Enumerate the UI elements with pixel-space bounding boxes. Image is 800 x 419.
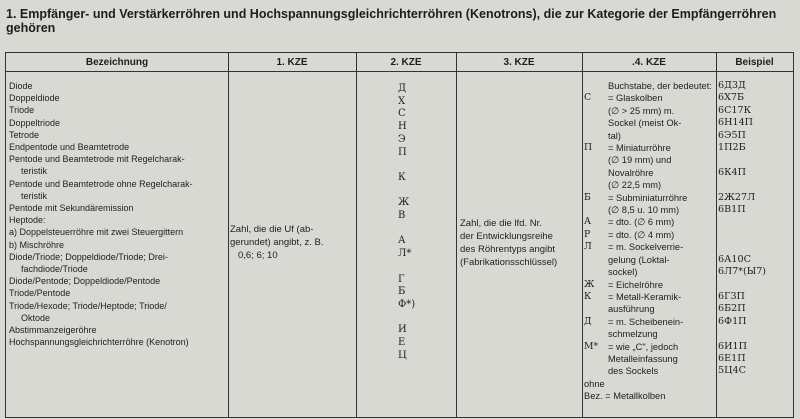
kze2-letter [398, 312, 418, 325]
example-type [718, 279, 793, 291]
kze4-text: Novalröhre [608, 167, 654, 178]
example-type: 6К4П [718, 166, 746, 178]
row-label: Diode/Triode; Doppeldiode/Triode; Drei- [9, 251, 168, 262]
column-divider [582, 53, 583, 417]
kze4-row [584, 365, 724, 377]
header-kze1: 1. KZE [228, 53, 356, 72]
kze4-key: М* [584, 340, 599, 352]
header-kze2: 2. KZE [356, 53, 456, 72]
kze4-key [584, 130, 608, 142]
kze4-row [584, 390, 724, 402]
kze4-text: gelung (Loktal- [608, 254, 670, 265]
kze4-key [584, 105, 608, 117]
kze2-letter: Д [398, 83, 407, 94]
kze2-letter: Ж [398, 197, 410, 209]
row-label: Abstimmanzeigeröhre [9, 325, 97, 336]
kze4-row [584, 105, 724, 117]
kze4-row [584, 316, 724, 328]
kze3-text: des Röhrentyps angibt [460, 244, 556, 255]
example-type: 6Г3П [718, 290, 745, 302]
example-type: 6Б2П [718, 303, 746, 315]
kze4-row [584, 229, 724, 241]
kze4-key: Ж [584, 278, 595, 290]
kze4-key: П [584, 142, 593, 154]
kze4-text: Bez. = Metallkolben [584, 391, 666, 402]
kze4-text: = Miniaturröhre [608, 143, 671, 154]
kze4-row [584, 216, 724, 228]
kze4-key: А [584, 216, 592, 228]
kze4-key [584, 303, 608, 315]
example-type: 6Х7Б [718, 92, 745, 104]
header-bezeichnung: Bezeichnung [6, 53, 228, 72]
kze2-letter: Г [398, 273, 405, 285]
kze4-key [584, 365, 608, 377]
kze4-row [584, 192, 724, 204]
row-label: fachdiode/Triode [21, 264, 88, 275]
header-beispiel: Beispiel [716, 53, 793, 72]
kze1-text: gerundet) angibt, z. B. [230, 237, 324, 248]
kze4-column [584, 80, 724, 403]
example-type [718, 179, 793, 191]
kze2-letter: Б [398, 286, 406, 298]
kze4-key: К [584, 290, 592, 302]
example-type: 6Л7*(Ы7) [718, 266, 767, 278]
example-type: 6А10С [718, 253, 751, 265]
kze4-row [584, 241, 724, 253]
kze4-key [584, 154, 608, 166]
kze4-row [584, 130, 724, 142]
kze4-row [584, 117, 724, 129]
row-label: Oktode [21, 312, 51, 323]
column-divider [356, 53, 357, 417]
kze2-letter [398, 159, 418, 172]
kze4-row [584, 328, 724, 340]
row-label: a) Doppelsteuerröhre mit zwei Steuergittern [9, 227, 184, 238]
kze4-row [584, 279, 724, 291]
kze4-row [584, 303, 724, 315]
kze4-row [584, 154, 724, 166]
row-label: teristik [21, 166, 48, 177]
row-label: Heptode: [9, 215, 46, 226]
kze4-key: Д [584, 315, 592, 327]
row-label: Doppeltriode [9, 117, 61, 128]
kze2-letter [398, 185, 418, 198]
kze3-text: Zahl, die die lfd. Nr. [460, 218, 542, 229]
kze2-letter: А [398, 235, 406, 247]
kze4-text: sockel) [608, 267, 638, 278]
kze2-letter: К [398, 171, 406, 183]
kze3-text: der Entwicklungsreihe [460, 231, 553, 242]
row-label: Pentode und Beamtetrode ohne Regelcharak- [9, 178, 193, 189]
row-label: Hochspannungsgleichrichterröhre (Kenotron) [9, 337, 189, 348]
kze4-row [584, 353, 724, 365]
row-label: Triode/Pentode [9, 288, 71, 299]
kze4-text: tal) [608, 130, 621, 141]
kze4-text: (∅ > 25 mm) m. [608, 105, 675, 116]
kze1-column [230, 223, 350, 262]
row-label: teristik [21, 190, 48, 201]
example-type: 6С17К [718, 104, 752, 116]
kze4-text: Metalleinfassung [608, 353, 678, 364]
kze4-key [584, 353, 608, 365]
kze4-row [584, 204, 724, 216]
row-label: b) Mischröhre [9, 239, 65, 250]
kze3-text: (Fabrikationsschlüssel) [460, 257, 558, 268]
kze4-row [584, 266, 724, 278]
example-type [718, 241, 793, 253]
example-type [718, 328, 793, 340]
row-label: Diode/Pentode; Doppeldiode/Pentode [9, 276, 161, 287]
kze4-text: (∅ 19 mm) und [608, 155, 672, 166]
kze4-key: Р [584, 228, 591, 240]
kze2-letter: Н [398, 121, 407, 133]
kze4-text: Buchstabe, der bedeutet: [608, 81, 712, 91]
kze4-key [584, 167, 608, 179]
kze2-letter: И [398, 324, 407, 336]
kze2-letter: Ф*) [398, 298, 416, 310]
kze4-text: = dto. (∅ 4 mm) [608, 229, 675, 240]
kze4-text: = Metall-Keramik- [608, 291, 682, 302]
kze4-text: (∅ 8,5 u. 10 mm) [608, 205, 680, 216]
kze4-row [584, 378, 724, 390]
kze4-text: = dto. (∅ 6 mm) [608, 217, 675, 228]
kze4-text: Sockel (meist Ok- [608, 118, 682, 129]
kze4-row [584, 92, 724, 104]
kze2-letter: Л* [398, 248, 412, 260]
kze4-text: (∅ 22,5 mm) [608, 180, 662, 191]
kze4-row [584, 341, 724, 353]
bezeichnung-column [9, 80, 229, 348]
kze4-key [584, 117, 608, 129]
kze4-row [584, 179, 724, 191]
example-type: 6Э5П [718, 129, 746, 141]
kze2-letter: В [398, 210, 406, 222]
kze4-text: schmelzung [608, 329, 658, 340]
kze4-text: = Subminiaturröhre [608, 192, 688, 203]
kze2-letter: Ц [398, 349, 407, 361]
kze4-key [584, 179, 608, 191]
row-label: Endpentode und Beamtetrode [9, 142, 130, 153]
kze4-row [584, 167, 724, 179]
example-type: 6Ф1П [718, 315, 747, 327]
kze4-key [584, 328, 608, 340]
row-label: Tetrode [9, 129, 40, 140]
header-kze4: .4. KZE [582, 53, 716, 72]
row-label: Pentode mit Sekundäremission [9, 203, 134, 214]
kze2-column [398, 83, 418, 362]
kze4-key: С [584, 92, 592, 104]
kze2-letter [398, 261, 418, 274]
kze4-text: ohne [584, 378, 605, 389]
header-kze3: 3. KZE [456, 53, 582, 72]
kze2-letter: С [398, 108, 406, 120]
kze4-text: = m. Sockelverrie- [608, 242, 684, 253]
row-label: Doppeldiode [9, 93, 60, 104]
kze4-row [584, 142, 724, 154]
kze4-text: des Sockels [608, 366, 659, 377]
row-label: Diode [9, 81, 33, 91]
beispiel-column [718, 80, 793, 378]
kze4-text: = wie „С", jedoch [608, 341, 679, 352]
row-label: Triode/Hexode; Triode/Heptode; Triode/ [9, 300, 167, 311]
kze4-row [584, 254, 724, 266]
example-type: 5Ц4С [718, 365, 746, 377]
kze2-letter: Е [398, 337, 406, 349]
kze4-text: ausführung [608, 304, 655, 315]
kze2-letter: Э [398, 133, 406, 145]
kze1-text: Zahl, die die Uf (ab- [230, 224, 314, 235]
row-label: Pentode und Beamtetrode mit Regelcharak- [9, 154, 185, 165]
kze4-key: Л [584, 241, 592, 253]
kze4-key [584, 254, 608, 266]
kze-table [5, 52, 794, 418]
kze3-column [460, 217, 578, 269]
kze4-row [584, 291, 724, 303]
kze4-key [584, 204, 608, 216]
example-type: 1П2Б [718, 142, 746, 154]
example-type [718, 229, 793, 241]
kze4-row [584, 80, 724, 92]
example-type [718, 154, 793, 166]
example-type: 6И1П [718, 340, 747, 352]
kze4-key [584, 266, 608, 278]
row-label: Triode [9, 105, 35, 116]
kze2-letter: П [398, 146, 407, 158]
example-type: 2Ж27Л [718, 191, 756, 203]
kze2-letter [398, 223, 418, 236]
kze4-text: = Eichelröhre [608, 279, 664, 290]
example-type: 6Н14П [718, 117, 754, 129]
page-heading: 1. Empfänger- und Verstärkerröhren und Hochspannungsgleichrichterröhren (Kenotrons), die zur Kategorie der Empfängerröhren gehören [6, 7, 777, 35]
kze1-text: 0,6; 6; 10 [238, 250, 278, 261]
example-type: 6В1П [718, 204, 746, 216]
kze4-key [584, 80, 608, 92]
example-type [718, 216, 793, 228]
example-type: 6Е1П [718, 352, 746, 364]
kze4-key: Б [584, 191, 591, 203]
kze4-text: = m. Scheibenein- [608, 316, 684, 327]
column-divider [456, 53, 457, 417]
kze2-letter: Х [398, 95, 406, 107]
example-type: 6Д3Д [718, 80, 746, 91]
kze4-text: = Glaskolben [608, 93, 663, 104]
